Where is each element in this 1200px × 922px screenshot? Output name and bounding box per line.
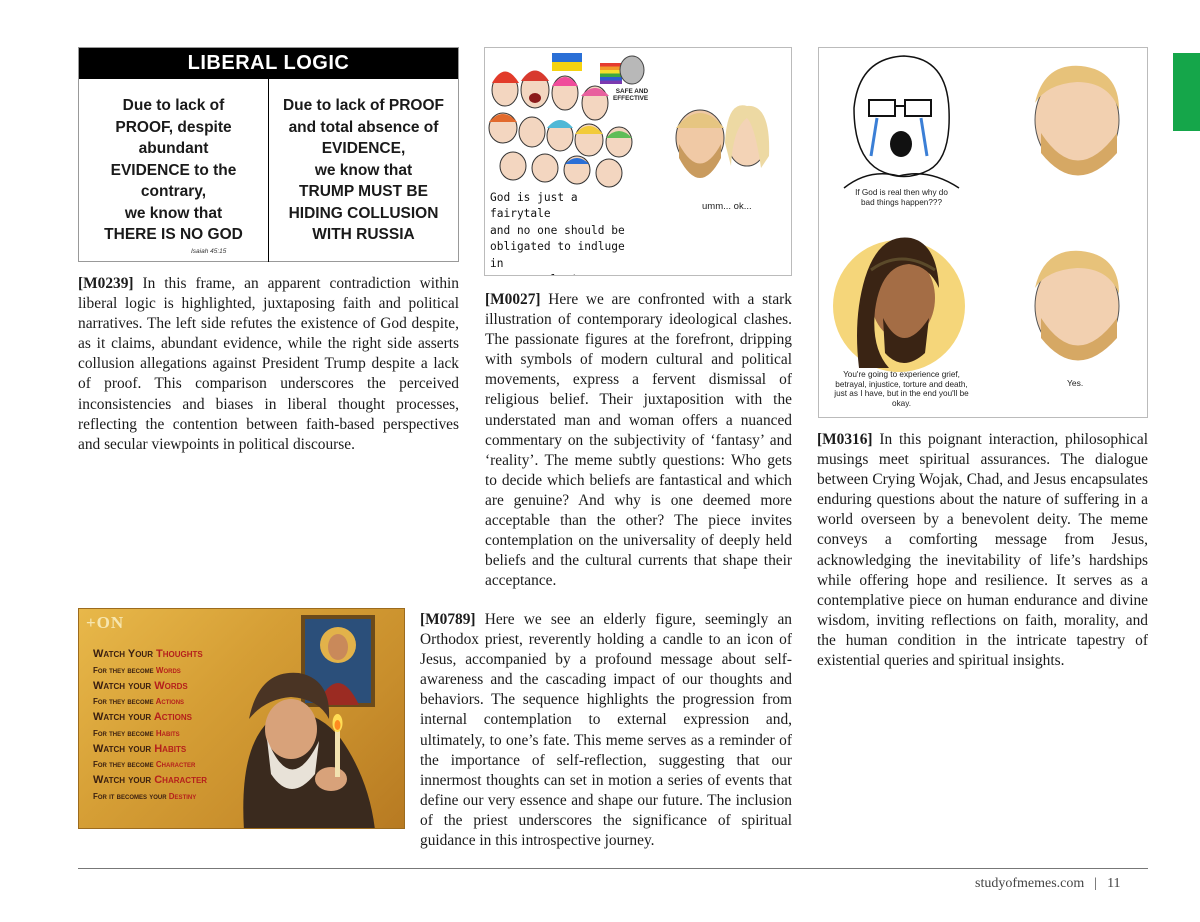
- meme-text-line: HIDING COLLUSION: [288, 204, 439, 222]
- meme-id: [M0316]: [817, 431, 873, 448]
- paragraph-text: Here we are confronted with a stark illustration of contemporary ideological clashes. The passionate figures at the forefront, dripping with symbols of modern cultural and political movements, express a fervent dismissal of religious belief. Their juxtaposition with the understated man and woman offers a nuanced commentary on the subjectivity of ‘fantasy’ and ‘reality’. The meme subtly questions: Who gets to decide which beliefs are fantastical and which are genuine? And why is one deemed more acceptable than the other? The piece invites contemplation on the universality of deeply held beliefs and the cultural currents that shape their acceptance.: [485, 291, 792, 590]
- meme-id: [M0789]: [420, 611, 476, 628]
- meme-header: LIBERAL LOGIC: [79, 48, 458, 79]
- quote-line: [93, 694, 243, 710]
- quote-line: [93, 710, 243, 726]
- meme-id: [M0239]: [78, 275, 134, 292]
- paragraph-text: Here we see an elderly figure, seemingly an Orthodox priest, reverently holding a candle to an icon of Jesus, accompanied by a profound message about self-awareness and the cascading impact of our thoughts and behaviors. The sequence highlights the progression from internal contemplation to external expression and, ultimately, to one’s fate. This meme serves as a reminder of the importance of self-reflection, suggesting that our innermost thoughts can set in motion a series of events that define our very essence and shape our future. The inclusion of the priest underscores the significance of spiritual guidance in this introspective journey.: [420, 611, 792, 850]
- quote-line: [93, 757, 243, 773]
- meme-text-line: Due to lack of PROOF: [282, 97, 445, 114]
- meme-text-line: EVIDENCE to the: [110, 161, 237, 179]
- quote-highlight: Habits: [154, 742, 187, 755]
- footer-site[interactable]: studyofmemes.com: [975, 876, 1085, 891]
- quote-prefix: For they become: [93, 728, 156, 738]
- quote-line: [93, 742, 243, 758]
- quote-prefix: Watch your: [93, 679, 155, 692]
- quote-highlight: Character: [155, 760, 196, 769]
- quote-prefix: Watch your: [93, 742, 155, 755]
- meme-text-line: we know that: [124, 204, 223, 222]
- priest-quote: [93, 647, 243, 805]
- meme-priest-image: [78, 608, 405, 829]
- meme-text-line: Due to lack of: [122, 97, 225, 114]
- quote-highlight: Thoughts: [156, 648, 203, 660]
- section-tab: [1173, 53, 1200, 131]
- chad-answer: Yes.: [1067, 378, 1084, 388]
- quote-line: [93, 773, 243, 789]
- wojak-question: If God is real then why do bad things happen???: [855, 188, 948, 207]
- paragraph-m0789: [420, 610, 792, 851]
- quote-highlight: Words: [155, 665, 181, 675]
- meme-liberal-logic-image: [78, 47, 459, 262]
- quote-highlight: Actions: [155, 697, 185, 706]
- channel-logo: +ON: [86, 613, 125, 632]
- meme-right-column: [269, 79, 458, 262]
- ukraine-flag-top: [552, 53, 582, 62]
- meme-text-line: and total absence of: [288, 118, 439, 136]
- quote-prefix: Watch your: [93, 774, 155, 786]
- page-number: 11: [1107, 876, 1121, 891]
- quote-prefix: Watch your: [93, 711, 154, 723]
- quote-highlight: Character: [154, 774, 208, 786]
- meme-reply: umm... ok...: [702, 201, 752, 212]
- footer-separator: |: [1094, 876, 1098, 891]
- quote-prefix: For they become: [93, 760, 156, 769]
- quote-line: [93, 647, 243, 663]
- badge-text: SAFE AND EFFECTIVE: [613, 88, 649, 102]
- quote-line: [93, 663, 243, 679]
- page-footer: [975, 876, 1121, 892]
- quote-highlight: Destiny: [168, 791, 197, 801]
- meme-illustration: [819, 48, 1148, 418]
- meme-text-line: we know that: [314, 161, 413, 179]
- quote-highlight: Habits: [155, 728, 180, 738]
- meme-text-line: TRUMP MUST BE: [299, 183, 428, 200]
- footer-divider: [78, 868, 1148, 869]
- meme-left-column: [79, 79, 269, 262]
- meme-caption: God is just a fairytale and no one should be obligated to indluge in: [490, 191, 625, 270]
- quote-line: [93, 726, 243, 742]
- paragraph-m0316: [817, 430, 1148, 671]
- meme-text-line: PROOF, despite: [115, 118, 232, 136]
- quote-prefix: For they become: [93, 697, 156, 706]
- paragraph-text: In this frame, an apparent contradiction within liberal logic is highlighted, juxtaposing faith and political narratives. The left side refutes the existence of God despite, as it claims, abundant evidence, while the right side asserts collusion allegations against President Trump despite a lack of proof. This comparison underscores the perceived inconsistencies and biases in liberal thought processes, reflecting the contention between faith-based perspectives and secular viewpoints in political discourse.: [78, 275, 459, 453]
- paragraph-text: In this poignant interaction, philosophical musings meet spiritual assurances. The dialogue between Crying Wojak, Chad, and Jesus encapsulates enduring questions about the nature of suffering in a world overseen by a benevolent deity. The meme conveys a comforting message from Jesus, acknowledging the inevitability of life’s hardships while offering hope and resilience. It serves as a contemplative piece on human endurance and divine wisdom, inviting reflections on faith, morality, and the human condition in the intricate tapestry of existential queries and spiritual insights.: [817, 431, 1148, 670]
- quote-line: [93, 789, 243, 805]
- meme-text-line: contrary,: [140, 183, 207, 200]
- meme-citation: Isaiah 45:15: [191, 248, 227, 255]
- quote-highlight: Words: [154, 679, 188, 692]
- paragraph-m0027: [485, 290, 792, 591]
- jesus-answer: You're going to experience grief, betrayal, injustice, torture and death, just as I have, but in the end you'll be okay.: [834, 370, 969, 408]
- meme-text-line: THERE IS NO GOD: [104, 226, 243, 243]
- meme-wojak-jesus-image: [818, 47, 1148, 418]
- quote-highlight: Actions: [153, 711, 192, 723]
- meme-text-line: WITH RUSSIA: [312, 226, 415, 243]
- paragraph-m0239: [78, 274, 459, 455]
- meme-text-line: EVIDENCE,: [321, 140, 406, 157]
- meme-fairytale-image: [484, 47, 792, 276]
- ukraine-flag-bottom: [552, 62, 582, 71]
- quote-prefix: For it becomes your: [93, 791, 169, 801]
- quote-prefix: For they become: [93, 665, 156, 675]
- quote-line: [93, 679, 243, 695]
- meme-text-line: abundant: [138, 140, 209, 157]
- meme-id: [M0027]: [485, 291, 541, 308]
- quote-prefix: Watch Your: [93, 648, 157, 660]
